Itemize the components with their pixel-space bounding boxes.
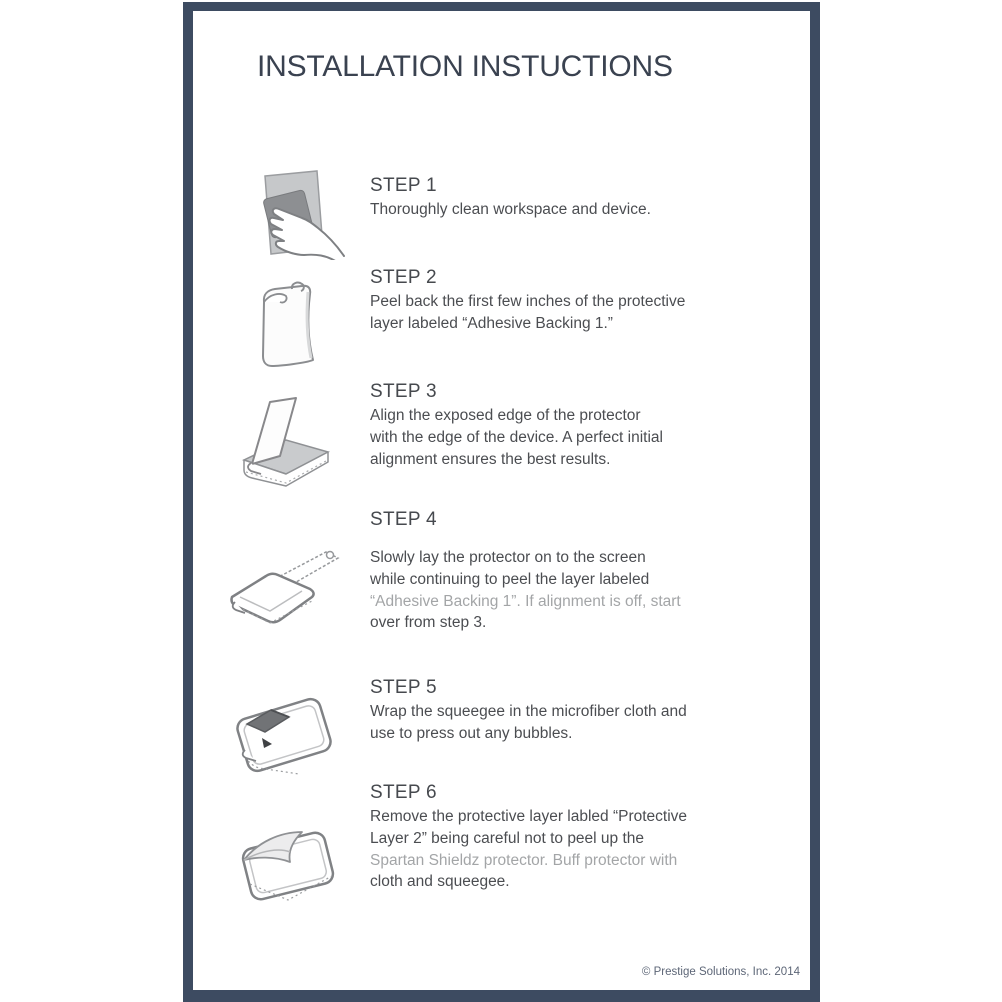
step-6 [370,781,687,893]
peel-backing-icon [250,280,326,370]
step-line: layer labeled “Adhesive Backing 1.” [370,314,613,332]
step-line: while continuing to peel the layer labeled [370,570,650,588]
step-label: STEP 6 [370,782,437,803]
footer-copyright: © Prestige Solutions, Inc. 2014 [641,966,800,978]
step-label: STEP 2 [370,267,437,288]
step-label: STEP 3 [370,381,437,402]
step-line: Align the exposed edge of the protector [370,407,641,424]
remove-layer-icon [236,818,338,906]
squeegee-cloth-icon [231,686,333,778]
page-title: INSTALLATION INSTUCTIONS [257,50,673,83]
step-label: STEP 4 [370,509,437,530]
align-protector-icon [236,390,334,492]
step-body [370,405,663,470]
step-1 [370,174,651,221]
step-4 [370,508,681,634]
step-body [370,806,687,893]
cleaning-hand-icon [245,166,347,260]
lay-protector-icon [226,545,344,633]
step-line: Thoroughly clean workspace and device. [370,201,651,218]
step-5 [370,676,687,745]
step-line: with the edge of the device. A perfect initial [370,428,663,446]
step-line: “Adhesive Backing 1”. If alignment is off, start [370,592,681,610]
step-line: Peel back the first few inches of the protective [370,293,686,310]
step-body [370,701,687,745]
step-label: STEP 1 [370,175,437,196]
step-body [370,547,681,634]
step-3 [370,380,663,470]
step-line: Wrap the squeegee in the microfiber cloth and [370,703,687,720]
step-line: Remove the protective layer labled “Protective [370,808,688,825]
step-line: Slowly lay the protector on to the screen [370,549,646,566]
step-body [370,199,651,221]
step-line: cloth and squeegee. [370,873,510,891]
step-body [370,291,685,335]
step-line: use to press out any bubbles. [370,724,573,742]
step-line: alignment ensures the best results. [370,450,611,468]
step-2 [370,266,685,335]
step-label: STEP 5 [370,677,437,698]
step-line: over from step 3. [370,614,487,632]
step-line: Spartan Shieldz protector. Buff protector with [370,851,678,869]
step-line: Layer 2” being careful not to peel up the [370,829,645,847]
